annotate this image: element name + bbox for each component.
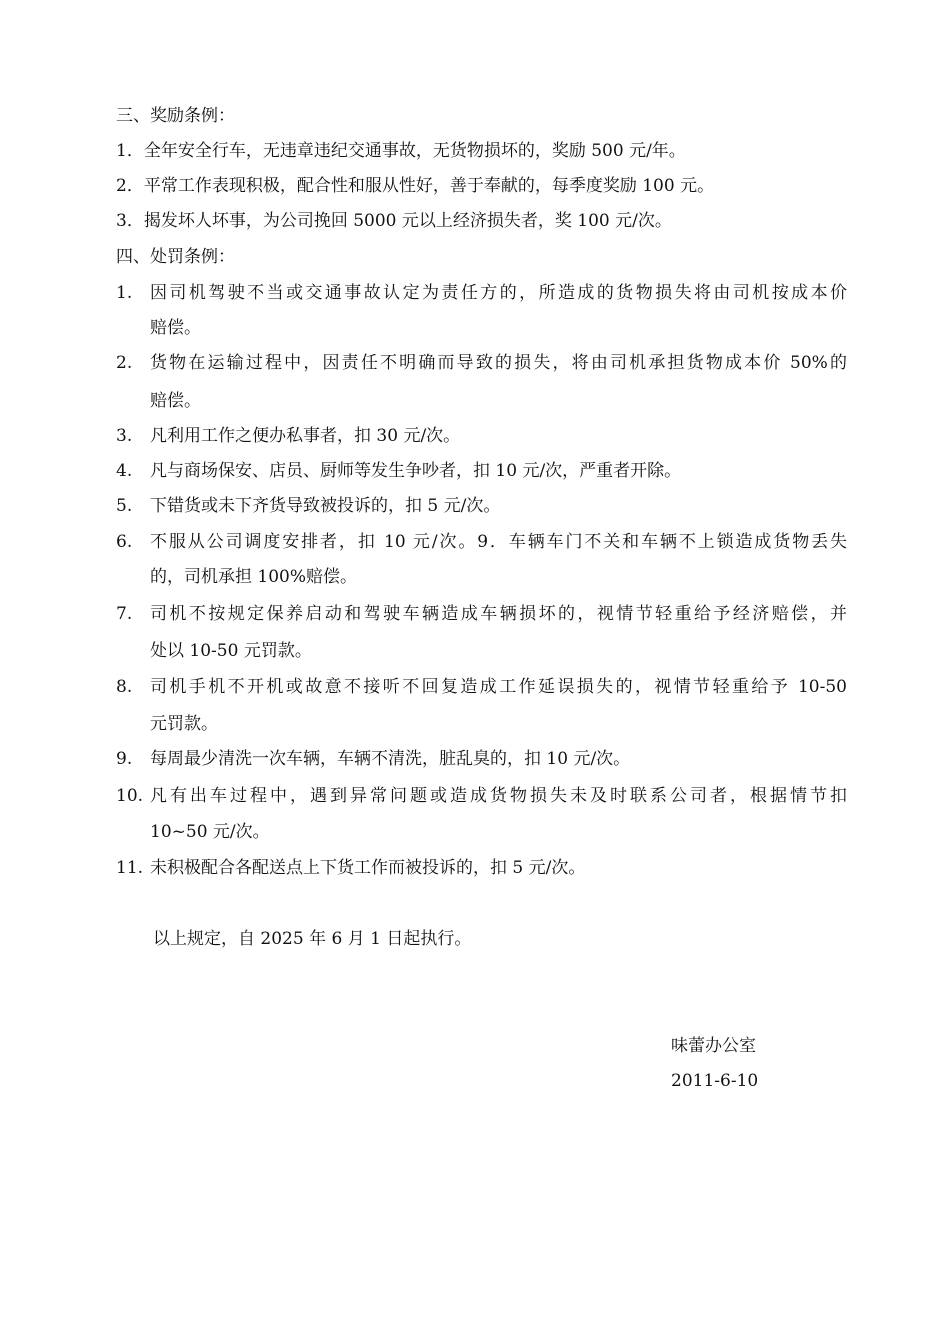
penalty-text-11: 未积极配合各配送点上下货工作而被投诉的，扣 5 元/次。 (150, 858, 586, 878)
penalty-text-10: 凡有出车过程中，遇到异常问题或造成货物损失未及时联系公司者，根据情节扣 (150, 786, 847, 806)
penalty-text-1-cont: 赔偿。 (150, 318, 201, 338)
penalty-text-8-cont: 元罚款。 (150, 714, 218, 734)
penalty-text-3: 凡利用工作之便办私事者，扣 30 元/次。 (150, 426, 461, 446)
penalty-number-3: 3. (116, 426, 133, 446)
penalty-text-1: 因司机驾驶不当或交通事故认定为责任方的，所造成的货物损失将由司机按成本价 (150, 283, 847, 303)
penalty-number-9: 9. (116, 749, 133, 769)
rewards-heading: 三、奖励条例： (116, 106, 235, 126)
penalty-text-9: 每周最少清洗一次车辆，车辆不清洗，脏乱臭的，扣 10 元/次。 (150, 749, 631, 769)
penalty-text-5: 下错货或未下齐货导致被投诉的，扣 5 元/次。 (150, 496, 501, 516)
effective-note: 以上规定，自 2025 年 6 月 1 日起执行。 (153, 929, 472, 949)
penalties-heading: 四、处罚条例： (116, 247, 235, 267)
penalty-text-6: 不服从公司调度安排者，扣 10 元/次。9．车辆车门不关和车辆不上锁造成货物丢失 (150, 532, 847, 552)
reward-item-1: 1．全年安全行车，无违章违纪交通事故，无货物损坏的，奖励 500 元/年。 (116, 141, 686, 161)
signature-office: 味蕾办公室 (671, 1036, 756, 1056)
penalty-number-11: 11. (116, 858, 144, 878)
penalty-text-7: 司机不按规定保养启动和驾驶车辆造成车辆损坏的，视情节轻重给予经济赔偿，并 (150, 604, 847, 624)
penalty-number-10: 10. (116, 786, 144, 806)
penalty-number-4: 4. (116, 461, 133, 481)
reward-item-2: 2．平常工作表现积极，配合性和服从性好，善于奉献的，每季度奖励 100 元。 (116, 176, 715, 196)
penalty-number-1: 1. (116, 283, 133, 303)
penalty-number-7: 7. (116, 604, 133, 624)
penalty-text-8: 司机手机不开机或故意不接听不回复造成工作延误损失的，视情节轻重给予 10-50 (150, 677, 847, 697)
penalty-text-4: 凡与商场保安、店员、厨师等发生争吵者，扣 10 元/次，严重者开除。 (150, 461, 682, 481)
penalty-number-8: 8. (116, 677, 133, 697)
signature-date: 2011-6-10 (671, 1071, 759, 1091)
penalty-text-2: 货物在运输过程中，因责任不明确而导致的损失，将由司机承担货物成本价 50%的 (150, 353, 847, 373)
penalty-number-2: 2. (116, 353, 133, 373)
penalty-text-7-cont: 处以 10-50 元罚款。 (150, 641, 312, 661)
reward-item-3: 3．揭发坏人坏事，为公司挽回 5000 元以上经济损失者，奖 100 元/次。 (116, 211, 672, 231)
penalty-text-2-cont: 赔偿。 (150, 391, 201, 411)
penalty-number-5: 5. (116, 496, 133, 516)
penalty-text-10-cont: 10~50 元/次。 (150, 822, 270, 842)
penalty-number-6: 6. (116, 532, 133, 552)
penalty-text-6-cont: 的，司机承担 100%赔偿。 (150, 567, 358, 587)
